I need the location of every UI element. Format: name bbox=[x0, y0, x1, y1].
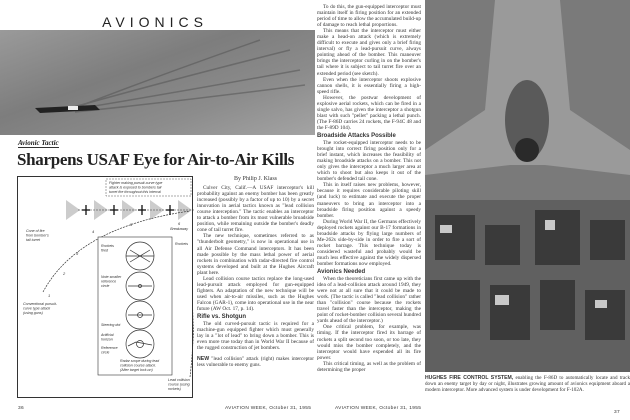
rocket-trails-image bbox=[0, 30, 315, 135]
paragraph: However, the postwar development of explosive aerial rockets, which can be fired in a single salvo, has given the interceptor a shotgun blast with such "pellet" packing a lethal punch. (The F-86D carries 24 rockets, the F-94C 48 and the F-89D 104). bbox=[317, 94, 421, 131]
paragraph: This means that the interceptor must either make a head-on attack (which is extremely difficult to execute and gives only a brief firing interval) or fly a lead-pursuit curve, always pointing ahead of the bomber. This maneuver brings the interceptor curling in on the bomber's tail where it is subject to tail turret fire over an extended period (see sketch). bbox=[317, 28, 421, 77]
subhead: Broadside Attacks Possible bbox=[317, 132, 396, 139]
section-title: AVIONICS bbox=[102, 14, 208, 30]
reference-label: circle bbox=[101, 350, 110, 355]
paragraph: This in itself raises new problems, however, because it requires considerable piloting skill (and luck) to estimate and execute the proper maneuvers to bring an interceptor into a broadside firing position against a speedy bomber. bbox=[317, 182, 421, 219]
caption-lead: HUGHES FIRE CONTROL SYSTEM, bbox=[425, 375, 514, 381]
cone-label: Cone of fire bbox=[26, 229, 45, 233]
caption-text: enabling the F-86D to automatically locate and track down an enemy target by day or night, illustrates growing amount of avionics equipment aboard a modern interceptor. More advanced system is under development for F-102A. bbox=[425, 375, 630, 393]
aircraft-equipment-image bbox=[425, 0, 630, 372]
paragraph: Even when the interceptor shoots explosive cannon shells, it is essentially firing a high-speed rifle. bbox=[317, 76, 421, 95]
pursuit-note: attack is exposed to bombers tail bbox=[109, 185, 162, 190]
lead-collision-label: Lead collision bbox=[168, 378, 190, 382]
paragraph: The rocket-equipped interceptor needs to be brought into correct firing position only for a brief instant, which increases the feasibility of making broadside attacks on a bomber. This not only gives the interceptor a much larger area at which to shoot but also keeps it out of the bomber's defended tail cone. bbox=[317, 140, 421, 183]
paragraph: This critical timing, as well as the problem of determining the proper bbox=[317, 360, 421, 373]
smaller-circle-label: circle bbox=[101, 284, 110, 288]
fire-control-system-photo bbox=[425, 0, 630, 372]
scope-caption: collision course attack. bbox=[120, 363, 157, 368]
headline: Sharpens USAF Eye for Air-to-Air Kills bbox=[17, 150, 295, 169]
pursuit-note: turret fire throughout this interval bbox=[109, 190, 161, 194]
conventional-label: curve type attack bbox=[23, 306, 51, 311]
lead-collision-label: course (using bbox=[168, 382, 190, 387]
step-number: 3 bbox=[76, 251, 79, 256]
page-number-right: 37 bbox=[614, 410, 620, 415]
paragraph: Culver City, Calif.—A USAF interceptor's kill probability against an enemy bomber has been greatly increased (possibly by a factor of up to 10) by a secret innovation in aerial tactics known as "lead collision course interception." The tactic enables an interceptor to attack a bomber from its most vulnerable broadside position, while remaining outside the bomber's deadly cone of tail turret fire. bbox=[197, 185, 314, 234]
lead-collision-label: rockets) bbox=[168, 387, 181, 391]
caption-text: "lead collision" attack (right) makes interceptor less vulnerable to enemy guns. bbox=[197, 356, 314, 369]
horizon-label: horizon bbox=[101, 337, 113, 342]
conventional-label: (using guns) bbox=[23, 311, 43, 315]
subhead: Rifle vs. Shotgun bbox=[197, 314, 247, 321]
paragraph: To do this, the gun-equipped interceptor must maintain itself in firing position for an extended period of time to allow the accumulated build-up of damage to reach lethal proportions. bbox=[317, 4, 421, 29]
subhead: Avionics Needed bbox=[317, 269, 366, 276]
interceptor-rocket-photo bbox=[0, 30, 315, 135]
figure-caption bbox=[197, 356, 314, 368]
rockets-fired-label: fired bbox=[101, 248, 108, 253]
lead-collision-path bbox=[190, 217, 194, 377]
steering-dot-label: Steering dot bbox=[101, 323, 121, 327]
smaller-circle-label: reference bbox=[101, 279, 117, 284]
pursuit-note: Fighter making pursuit-curve type bbox=[109, 181, 163, 185]
page-number-left: 36 bbox=[18, 406, 24, 411]
conventional-label: Conventional pursuit- bbox=[23, 302, 57, 306]
cone-label: from bomber's bbox=[26, 233, 49, 238]
horizon-label: Artificial bbox=[101, 333, 114, 337]
photo-caption bbox=[425, 375, 630, 393]
breakaway-label: Breakaway bbox=[170, 227, 188, 231]
smaller-circle-label: Note smaller bbox=[101, 275, 122, 279]
step-number: 1 bbox=[48, 293, 51, 298]
paragraph: The old curved-pursuit tactic is required for a machine-gun equipped fighter which must generally lay in a "lot of lead" to bring down a bomber. This is even more true today than in World War II because of the rugged construction of jet bombers. bbox=[197, 321, 314, 352]
caption-lead: NEW bbox=[197, 356, 210, 363]
step-number: 2 bbox=[63, 271, 66, 276]
reference-label: Reference bbox=[101, 346, 118, 350]
paragraph: When the theoreticians first came up with the idea of a lead-collision attack around 1949, they were not at all sure that it could be made to work. (The tactic is called "lead collision" rather than "collision" course because the rockets travel faster than the interceptor, making the point of rocket-bomber collision several hundred yards ahead of the interceptor.) bbox=[317, 276, 421, 325]
paragraph: During World War II, the Germans effectively deployed rockets against our B-17 formations in broadside attacks by flying large numbers of Me-262s side-by-side in order to fire a sort of rocket barrage. This technique today is considered wasteful and probably would be much less effective against the widely dispersed bomber formations now employed. bbox=[317, 218, 421, 267]
footer-left: AVIATION WEEK, October 31, 1955 bbox=[225, 406, 312, 411]
scope-caption: (After target lock-on) bbox=[120, 368, 153, 372]
byline: By Philip J. Klass bbox=[233, 176, 277, 182]
paragraph: One critical problem, for example, was timing. If the interceptor fired its barrage of rockets a split second too soon, or too late, they would miss the bomber completely, and the interceptor would have expended all its fire power. bbox=[317, 324, 421, 361]
step-number: 4 bbox=[92, 229, 95, 234]
attack-diagram bbox=[17, 176, 193, 398]
step-number: 6 bbox=[178, 221, 181, 226]
right-article-column bbox=[317, 4, 421, 398]
cone-label: tail turret bbox=[26, 238, 40, 242]
paragraph: Lead collision course tactics replace the long-used lead-pursuit attack employed for gun-equipped fighters. An adaptation of the new technique will be used when air-to-air missiles, such as the Hughes Falcon (GAR-1), come into operational use in the near future (AW Oct. 17, p. 14). bbox=[197, 275, 314, 312]
scope-caption: Radar scope during lead bbox=[120, 359, 160, 363]
left-article-column bbox=[197, 176, 314, 400]
footer-right: AVIATION WEEK, October 31, 1955 bbox=[335, 406, 422, 411]
rockets-label: Rockets bbox=[175, 242, 188, 246]
kicker: Avionic Tactic bbox=[18, 139, 59, 147]
step-number: 5 bbox=[130, 222, 133, 227]
paragraph: The new technique, sometimes referred to as "thunderbolt geometry," is now in operational use in all Air Defense Command interceptors. It has been made possible by the mass lethal power of aerial rockets in combination with radar-directed fire control systems developed and built at the Hughes Aircraft plant here. bbox=[197, 233, 314, 276]
rockets-fired-label: Rockets bbox=[101, 244, 114, 248]
